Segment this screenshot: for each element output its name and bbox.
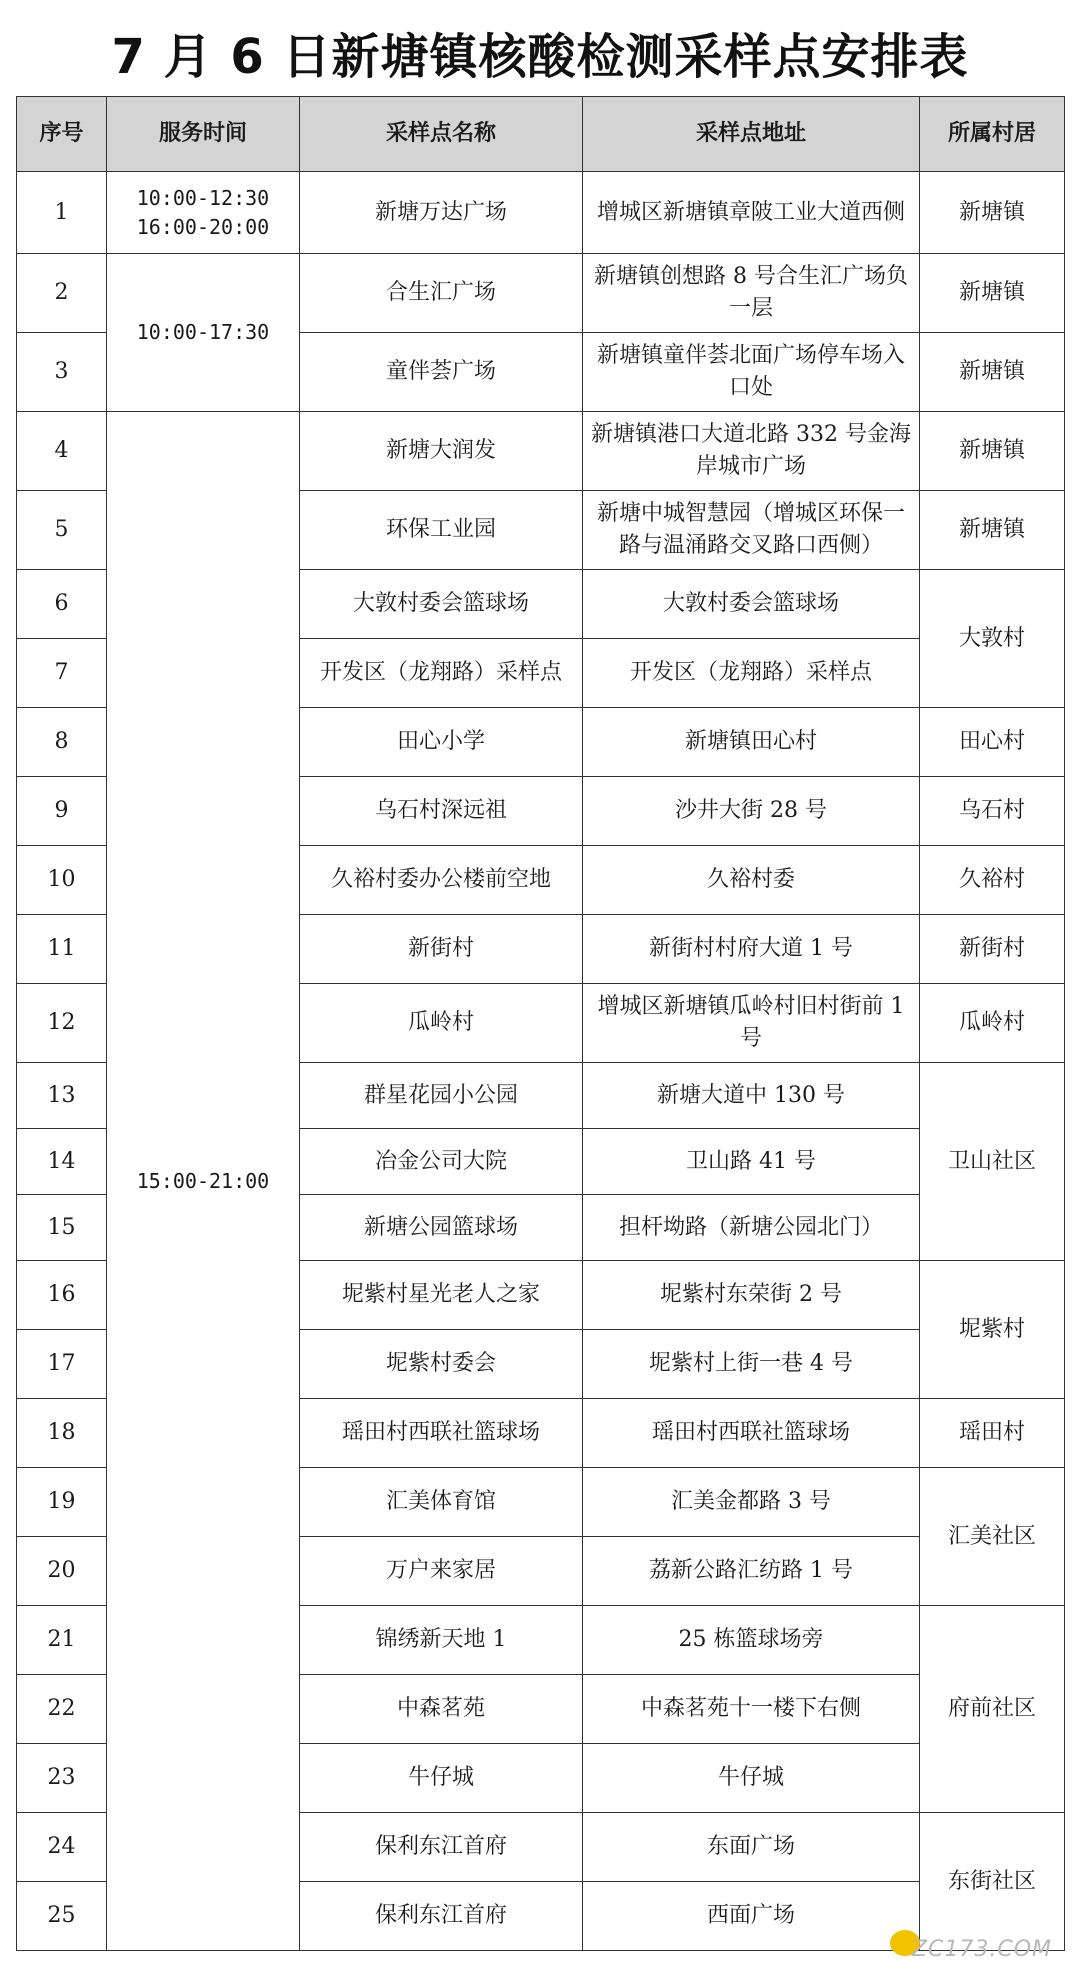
site-name: 保利东江首府 — [300, 1813, 583, 1882]
community: 新塘镇 — [920, 412, 1065, 491]
service-time-3: 15:00-21:00 — [107, 412, 300, 1951]
row-no: 12 — [17, 984, 107, 1063]
row-no: 14 — [17, 1129, 107, 1195]
site-name: 牛仔城 — [300, 1744, 583, 1813]
site-name: 瓜岭村 — [300, 984, 583, 1063]
row-no: 25 — [17, 1882, 107, 1951]
community: 新塘镇 — [920, 172, 1065, 254]
community: 田心村 — [920, 708, 1065, 777]
row-no: 15 — [17, 1195, 107, 1261]
site-address: 瑶田村西联社篮球场 — [583, 1399, 920, 1468]
site-address: 牛仔城 — [583, 1744, 920, 1813]
site-name: 合生汇广场 — [300, 254, 583, 333]
table-header-row — [17, 97, 1065, 172]
site-address: 久裕村委 — [583, 846, 920, 915]
site-name: 万户来家居 — [300, 1537, 583, 1606]
site-name: 汇美体育馆 — [300, 1468, 583, 1537]
table-row — [17, 254, 1065, 333]
site-address: 担杆坳路（新塘公园北门） — [583, 1195, 920, 1261]
site-name: 乌石村深远祖 — [300, 777, 583, 846]
row-no: 17 — [17, 1330, 107, 1399]
site-name: 久裕村委办公楼前空地 — [300, 846, 583, 915]
community: 坭紫村 — [920, 1261, 1065, 1399]
site-address: 新街村村府大道 1 号 — [583, 915, 920, 984]
service-time-2: 10:00-17:30 — [107, 254, 300, 412]
header-site-address: 采样点地址 — [583, 97, 920, 172]
watermark: ZC173.COM — [911, 1937, 1052, 1962]
site-address: 汇美金都路 3 号 — [583, 1468, 920, 1537]
site-address: 坭紫村东荣街 2 号 — [583, 1261, 920, 1330]
row-no: 4 — [17, 412, 107, 491]
header-no: 序号 — [17, 97, 107, 172]
community: 新塘镇 — [920, 254, 1065, 333]
row-no: 2 — [17, 254, 107, 333]
site-address: 新塘镇港口大道北路 332 号金海岸城市广场 — [583, 412, 920, 491]
community: 瓜岭村 — [920, 984, 1065, 1063]
site-address: 25 栋篮球场旁 — [583, 1606, 920, 1675]
community: 乌石村 — [920, 777, 1065, 846]
community: 大敦村 — [920, 570, 1065, 708]
header-service-time: 服务时间 — [107, 97, 300, 172]
site-name: 大敦村委会篮球场 — [300, 570, 583, 639]
site-address: 荔新公路汇纺路 1 号 — [583, 1537, 920, 1606]
community: 汇美社区 — [920, 1468, 1065, 1606]
site-name: 新街村 — [300, 915, 583, 984]
site-name: 新塘公园篮球场 — [300, 1195, 583, 1261]
community: 久裕村 — [920, 846, 1065, 915]
site-address: 坭紫村上街一巷 4 号 — [583, 1330, 920, 1399]
table-row — [17, 172, 1065, 254]
site-address: 新塘中城智慧园（增城区环保一路与温涌路交叉路口西侧） — [583, 491, 920, 570]
row-no: 8 — [17, 708, 107, 777]
table-row — [17, 412, 1065, 491]
community: 新塘镇 — [920, 333, 1065, 412]
row-no: 9 — [17, 777, 107, 846]
site-address: 新塘镇童伴荟北面广场停车场入口处 — [583, 333, 920, 412]
page-title: 7 月 6 日新塘镇核酸检测采样点安排表 — [111, 29, 969, 85]
site-name: 瑶田村西联社篮球场 — [300, 1399, 583, 1468]
site-name: 群星花园小公园 — [300, 1063, 583, 1129]
row-no: 22 — [17, 1675, 107, 1744]
site-name: 开发区（龙翔路）采样点 — [300, 639, 583, 708]
row-no: 10 — [17, 846, 107, 915]
site-name: 锦绣新天地 1 — [300, 1606, 583, 1675]
site-name: 中森茗苑 — [300, 1675, 583, 1744]
community: 府前社区 — [920, 1606, 1065, 1813]
community: 瑶田村 — [920, 1399, 1065, 1468]
row-no: 20 — [17, 1537, 107, 1606]
site-address: 增城区新塘镇瓜岭村旧村街前 1 号 — [583, 984, 920, 1063]
row-no: 16 — [17, 1261, 107, 1330]
row-no: 6 — [17, 570, 107, 639]
community: 新塘镇 — [920, 491, 1065, 570]
row-no: 21 — [17, 1606, 107, 1675]
site-name: 新塘万达广场 — [300, 172, 583, 254]
site-address: 东面广场 — [583, 1813, 920, 1882]
site-name: 童伴荟广场 — [300, 333, 583, 412]
row-no: 13 — [17, 1063, 107, 1129]
row-no: 23 — [17, 1744, 107, 1813]
site-name: 冶金公司大院 — [300, 1129, 583, 1195]
site-address: 新塘镇创想路 8 号合生汇广场负一层 — [583, 254, 920, 333]
sampling-sites-table — [16, 96, 1065, 1951]
site-address: 新塘大道中 130 号 — [583, 1063, 920, 1129]
site-name: 保利东江首府 — [300, 1882, 583, 1951]
site-address: 卫山路 41 号 — [583, 1129, 920, 1195]
row-no: 1 — [17, 172, 107, 254]
row-no: 5 — [17, 491, 107, 570]
row-no: 3 — [17, 333, 107, 412]
site-name: 坭紫村星光老人之家 — [300, 1261, 583, 1330]
row-no: 7 — [17, 639, 107, 708]
site-address: 西面广场 — [583, 1882, 920, 1951]
site-name: 环保工业园 — [300, 491, 583, 570]
site-address: 沙井大街 28 号 — [583, 777, 920, 846]
site-name: 坭紫村委会 — [300, 1330, 583, 1399]
site-name: 新塘大润发 — [300, 412, 583, 491]
row-no: 18 — [17, 1399, 107, 1468]
site-address: 新塘镇田心村 — [583, 708, 920, 777]
community: 东街社区 — [920, 1813, 1065, 1951]
community: 卫山社区 — [920, 1063, 1065, 1261]
service-time-1: 10:00-12:30 16:00-20:00 — [107, 172, 300, 254]
header-site-name: 采样点名称 — [300, 97, 583, 172]
site-name: 田心小学 — [300, 708, 583, 777]
header-community: 所属村居 — [920, 97, 1065, 172]
site-address: 增城区新塘镇章陂工业大道西侧 — [583, 172, 920, 254]
row-no: 11 — [17, 915, 107, 984]
row-no: 24 — [17, 1813, 107, 1882]
row-no: 19 — [17, 1468, 107, 1537]
site-address: 开发区（龙翔路）采样点 — [583, 639, 920, 708]
site-address: 大敦村委会篮球场 — [583, 570, 920, 639]
community: 新街村 — [920, 915, 1065, 984]
site-address: 中森茗苑十一楼下右侧 — [583, 1675, 920, 1744]
